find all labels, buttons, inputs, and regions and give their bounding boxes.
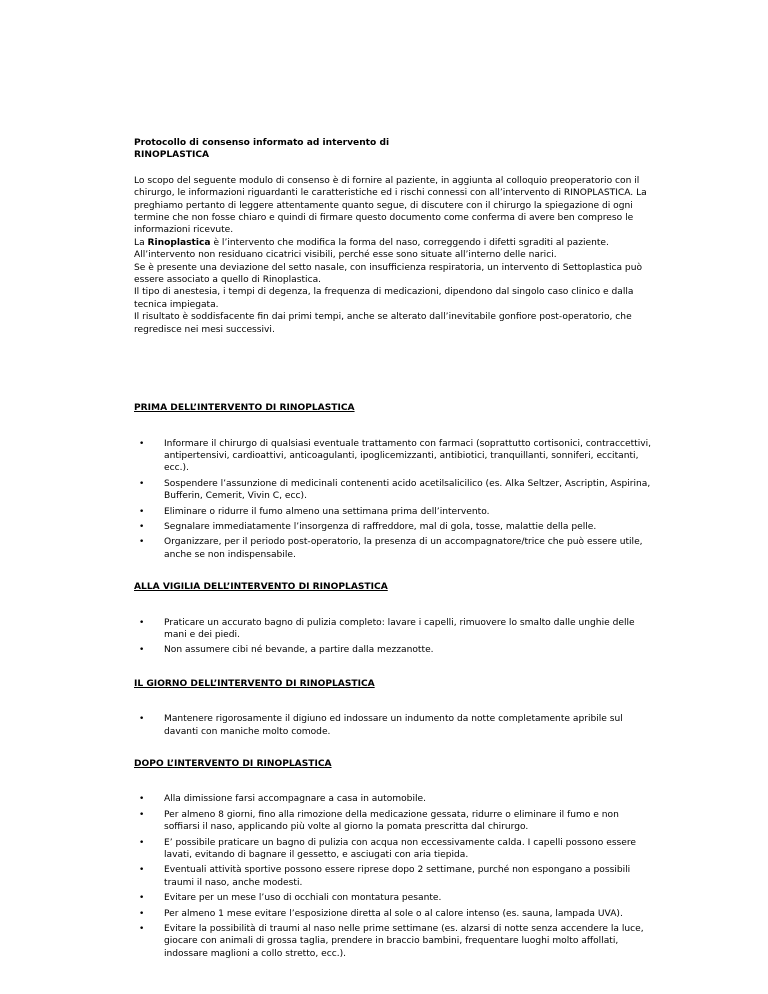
bullet-icon: • xyxy=(139,478,145,489)
list-item-text: Per almeno 8 giorni, fino alla rimozione della medicazione gessata, ridurre o eliminare il fumo e non soffiarsi il naso, applicando più volte al giorno la pomata prescritta dal chirurgo. xyxy=(164,809,619,833)
list-item xyxy=(134,713,654,738)
bullet-icon: • xyxy=(139,438,145,449)
list-item-text: Eventuali attività sportive possono essere riprese dopo 2 settimane, purché non espongano a possibili traumi il naso, anche modesti. xyxy=(164,865,631,888)
document-title xyxy=(134,137,654,162)
bullet-icon: • xyxy=(139,837,145,848)
list-item xyxy=(134,536,654,561)
section-heading: DOPO L’INTERVENTO DI RINOPLASTICA xyxy=(134,759,332,769)
list-item xyxy=(134,809,654,834)
list-item-text: Evitare per un mese l’uso di occhiali con montatura pesante. xyxy=(164,893,442,904)
bullet-icon: • xyxy=(139,645,145,656)
definition-text: è l’intervento che modifica la forma del naso, correggendo i difetti sgraditi al paziente. xyxy=(210,237,609,248)
list-item xyxy=(134,793,654,805)
list-item-text: Evitare la possibilità di traumi al naso nelle prime settimane (es. alzarsi di notte senza accendere la luce, giocare con animali di grossa taglia, prendere in braccio bambini, frequentare luoghi molto affollati, indossare maglioni a collo stretto, ecc.). xyxy=(164,924,644,959)
section xyxy=(134,581,654,657)
section-list xyxy=(134,617,654,657)
section-heading: PRIMA DELL’INTERVENTO DI RINOPLASTICA xyxy=(134,403,355,414)
bullet-icon: • xyxy=(139,865,145,876)
section-heading: ALLA VIGILIA DELL’INTERVENTO DI RINOPLASTICA xyxy=(134,582,388,593)
bullet-icon: • xyxy=(139,537,145,548)
list-item-text: Mantenere rigorosamente il digiuno ed indossare un indumento da notte completamente apribile sul davanti con maniche molto comode. xyxy=(164,714,623,737)
intro-paragraph-result: Il risultato è soddisfacente fin dai primi tempi, anche se alterato dall’inevitabile gonfiore post-operatorio, che regredisce nei mesi successivi. xyxy=(134,312,632,335)
bullet-icon: • xyxy=(139,924,145,935)
list-item-text: Informare il chirurgo di qualsiasi eventuale trattamento con farmaci (soprattutto cortisonici, contraccettivi, antipertensivi, cardioattivi, anticoagulanti, ipoglicemizzanti, antibiotici, tranquillanti, sonniferi, eccitanti, ecc.). xyxy=(164,438,652,474)
list-item-text: Non assumere cibi né bevande, a partire dalla mezzanotte. xyxy=(164,645,434,656)
bullet-icon: • xyxy=(139,617,145,628)
list-item xyxy=(134,478,654,503)
section-list xyxy=(134,793,654,960)
definition-prefix: La xyxy=(134,237,148,248)
sections-container xyxy=(134,402,654,960)
list-item-text: Praticare un accurato bagno di pulizia completo: lavare i capelli, rimuovere lo smalto dalle unghie delle mani e dei piedi. xyxy=(164,617,635,640)
bullet-icon: • xyxy=(139,521,145,532)
list-item-text: E’ possibile praticare un bagno di pulizia con acqua non eccessivamente calda. I capelli possono essere lavati, evitando di bagnare il gessetto, e asciugati con aria tiepida. xyxy=(164,837,637,861)
list-item-text: Organizzare, per il periodo post-operatorio, la presenza di un accompagnatore/trice che può essere utile, anche se non indispensabile. xyxy=(164,537,643,560)
title-line-2: RINOPLASTICA xyxy=(134,150,210,161)
intro-paragraph-anesthesia: Il tipo di anestesia, i tempi di degenza, la frequenza di medicazioni, dipendono dal singolo caso clinico e dalla tecnica impiegata. xyxy=(134,287,634,310)
bullet-icon: • xyxy=(139,893,145,904)
section-list xyxy=(134,713,654,738)
intro-paragraph-scars: All’intervento non residuano cicatrici visibili, perché esse sono situate all’interno delle narici. xyxy=(134,250,557,261)
list-item xyxy=(134,908,654,920)
document-page xyxy=(134,137,654,963)
bullet-icon: • xyxy=(139,506,145,517)
intro-block xyxy=(134,175,654,336)
section xyxy=(134,402,654,561)
section xyxy=(134,758,654,960)
section xyxy=(134,678,654,738)
list-item-text: Alla dimissione farsi accompagnare a casa in automobile. xyxy=(164,794,426,805)
list-item-text: Sospendere l’assunzione di medicinali contenenti acido acetilsalicilico (es. Alka Seltzer, Ascriptin, Aspirina, Bufferin, Cemerit, Vivin C, ecc). xyxy=(164,478,651,502)
definition-term: Rinoplastica xyxy=(147,237,211,248)
list-item xyxy=(134,644,654,656)
list-item xyxy=(134,506,654,518)
list-item xyxy=(134,923,654,960)
list-item xyxy=(134,617,654,642)
title-line-1: Protocollo di consenso informato ad intervento di xyxy=(134,138,390,148)
list-item xyxy=(134,837,654,862)
bullet-icon: • xyxy=(139,794,145,805)
intro-paragraph-definition xyxy=(134,237,654,249)
intro-paragraph-septum: Se è presente una deviazione del setto nasale, con insufficienza respiratoria, un intervento di Settoplastica può essere associato a quello di Rinoplastica. xyxy=(134,262,643,286)
bullet-icon: • xyxy=(139,809,145,820)
intro-paragraph-purpose: Lo scopo del seguente modulo di consenso è di fornire al paziente, in aggiunta al colloquio preoperatorio con il chirurgo, le informazioni riguardanti le caratteristiche ed i rischi connessi con all’intervento di RINOPLASTICA. La preghiamo pertanto di leggere attentamente quanto segue, di discutere con il chirurgo la spiegazione di ogni termine che non fosse chiaro e quindi di firmare questo documento come conferma di avere ben compreso le informazioni ricevute. xyxy=(134,175,647,236)
list-item xyxy=(134,521,654,533)
list-item-text: Eliminare o ridurre il fumo almeno una settimana prima dell’intervento. xyxy=(164,506,490,517)
section-list xyxy=(134,438,654,562)
section-heading: IL GIORNO DELL’INTERVENTO DI RINOPLASTICA xyxy=(134,678,375,689)
list-item-text: Per almeno 1 mese evitare l’esposizione diretta al sole o al calore intenso (es. sauna, lampada UVA). xyxy=(164,908,623,919)
list-item xyxy=(134,864,654,889)
list-item-text: Segnalare immediatamente l’insorgenza di raffreddore, mal di gola, tosse, malattie della pelle. xyxy=(164,521,597,532)
bullet-icon: • xyxy=(139,714,145,725)
list-item xyxy=(134,438,654,475)
list-item xyxy=(134,892,654,904)
bullet-icon: • xyxy=(139,908,145,919)
